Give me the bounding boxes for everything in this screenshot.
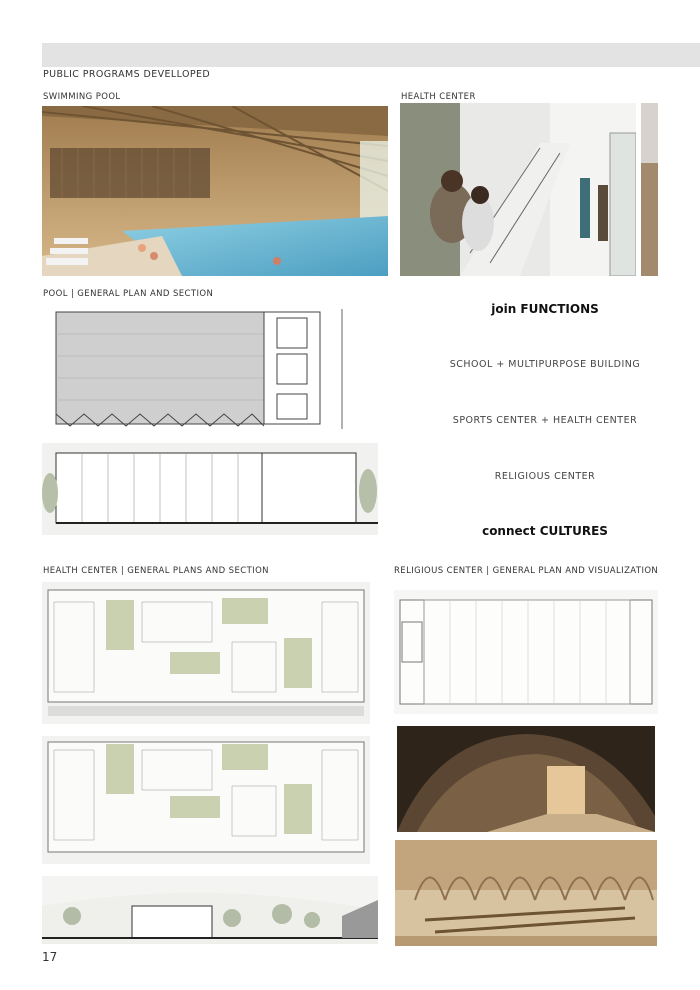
religious-vault-render <box>397 726 655 832</box>
religious-model-render <box>395 840 657 946</box>
religious-plan-label: RELIGIOUS CENTER | GENERAL PLAN AND VISUALIZATION <box>394 566 659 576</box>
health-plans-label: HEALTH CENTER | GENERAL PLANS AND SECTION <box>43 566 269 576</box>
swimming-pool-render <box>42 106 388 276</box>
program-religious: RELIGIOUS CENTER <box>494 471 596 482</box>
health-center-label: HEALTH CENTER <box>401 92 476 102</box>
pool-plan-label: POOL | GENERAL PLAN AND SECTION <box>43 289 214 299</box>
page-number: 17 <box>42 950 58 964</box>
religious-plan-drawing <box>394 590 658 714</box>
health-center-render <box>400 103 636 276</box>
health-section <box>42 876 378 944</box>
pool-section-drawing <box>42 443 378 535</box>
header-bar <box>42 43 700 67</box>
join-functions-heading: join FUNCTIONS <box>491 302 599 316</box>
page-title: PUBLIC PROGRAMS DEVELLOPED <box>43 69 211 80</box>
connect-cultures-heading: connect CULTURES <box>482 524 608 538</box>
program-sports: SPORTS CENTER + HEALTH CENTER <box>452 415 638 426</box>
health-plan-upper <box>42 582 370 724</box>
health-center-render-strip <box>641 103 658 276</box>
health-plan-lower <box>42 736 370 864</box>
program-school: SCHOOL + MULTIPURPOSE BUILDING <box>449 359 641 370</box>
pool-plan-drawing <box>42 304 366 434</box>
swimming-pool-label: SWIMMING POOL <box>43 92 121 102</box>
